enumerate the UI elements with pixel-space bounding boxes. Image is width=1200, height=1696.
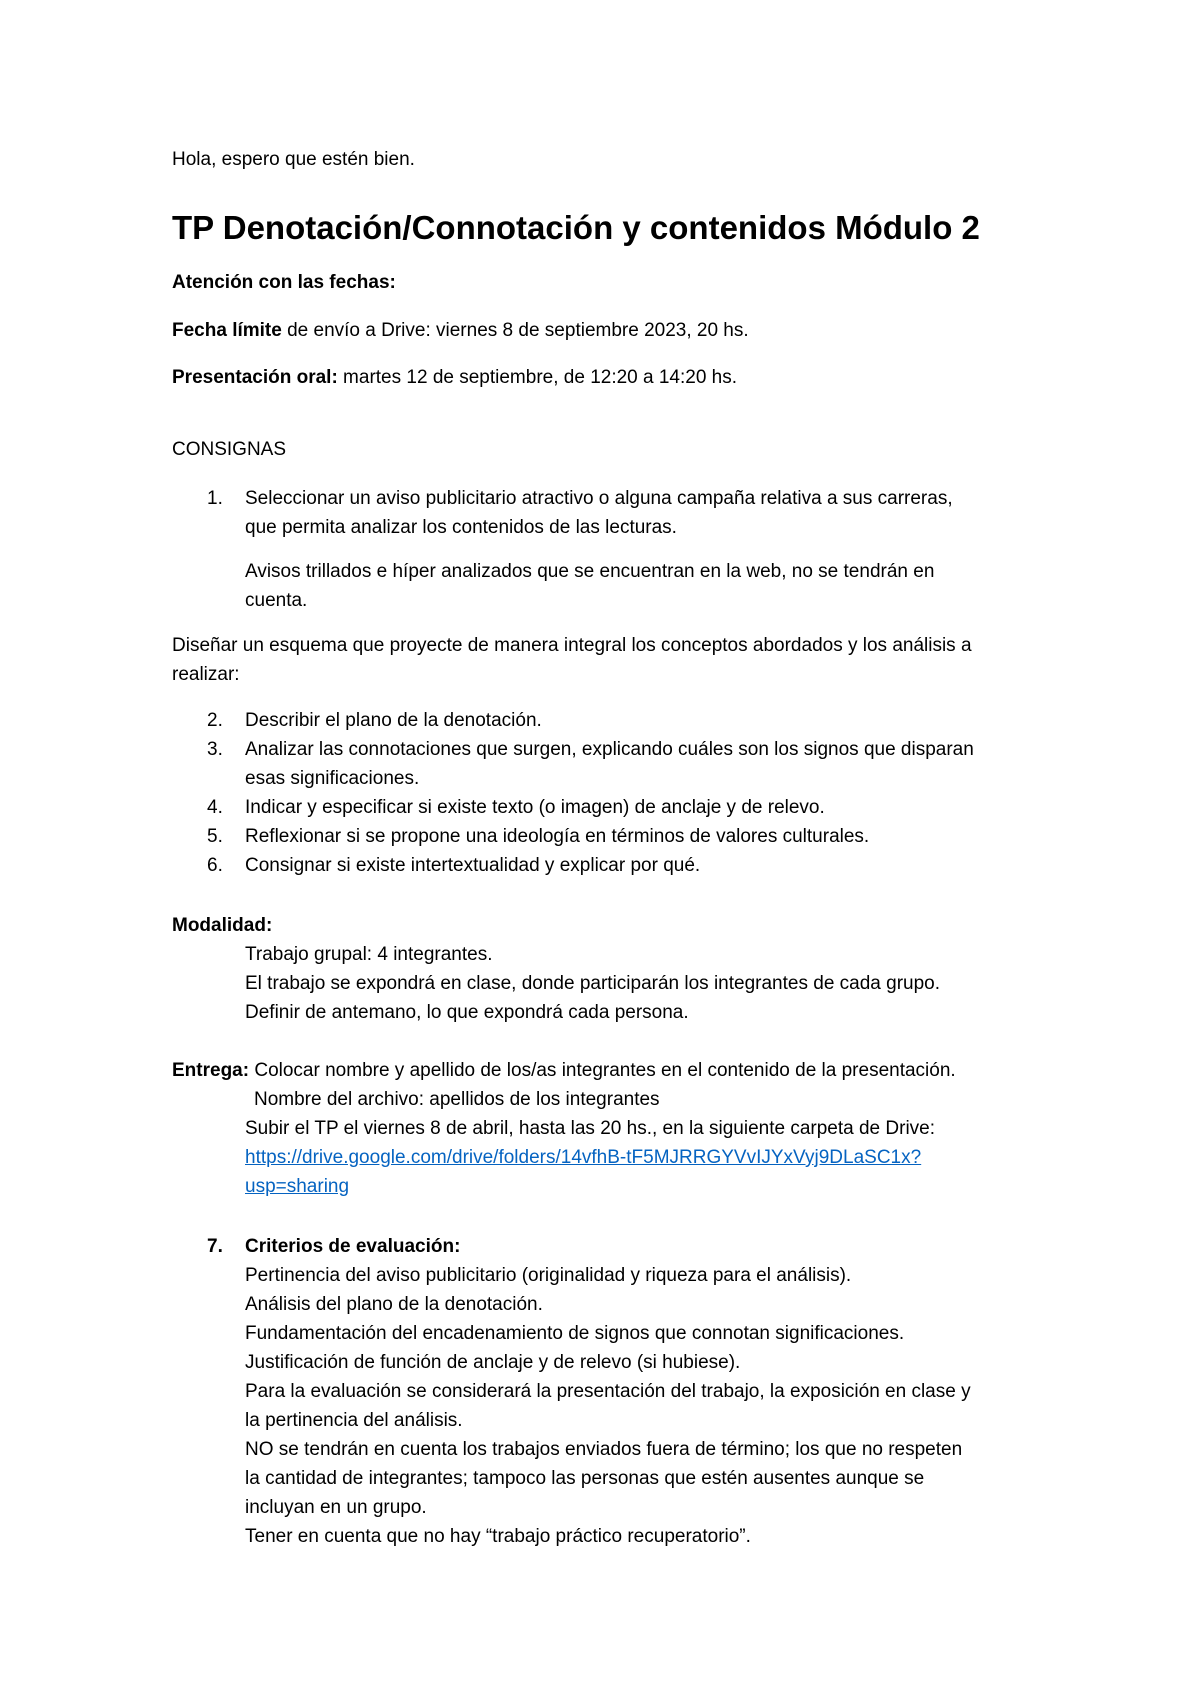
- criterio-line: Análisis del plano de la denotación.: [245, 1294, 543, 1315]
- list-item-text: Describir el plano de la denotación.: [245, 710, 542, 731]
- list-number: 7.: [207, 1236, 223, 1257]
- entrega-text: Colocar nombre y apellido de los/as integrantes en el contenido de la presentación.: [249, 1060, 956, 1081]
- oral-label: Presentación oral:: [172, 367, 338, 388]
- criterio-line: NO se tendrán en cuenta los trabajos enviados fuera de término; los que no respeten: [245, 1439, 963, 1460]
- document-title: TP Denotación/Connotación y contenidos Módulo 2: [172, 209, 980, 246]
- list-item-text: que permita analizar los contenidos de las lecturas.: [245, 517, 677, 538]
- criterio-line: Pertinencia del aviso publicitario (originalidad y riqueza para el análisis).: [245, 1265, 852, 1286]
- oral-presentation-line: [172, 363, 737, 392]
- modalidad-line: El trabajo se expondrá en clase, donde participarán los integrantes de cada grupo.: [245, 973, 941, 994]
- deadline-text: de envío a Drive: viernes 8 de septiembre 2023, 20 hs.: [281, 320, 749, 341]
- modalidad-line: Definir de antemano, lo que expondrá cada persona.: [245, 1002, 689, 1023]
- criterio-line: Tener en cuenta que no hay “trabajo práctico recuperatorio”.: [245, 1526, 751, 1547]
- list-item-text: esas significaciones.: [245, 768, 420, 789]
- entrega-line: [172, 1056, 956, 1085]
- list-number: 2.: [207, 710, 223, 731]
- list-item-text: Indicar y especificar si existe texto (o imagen) de anclaje y de relevo.: [245, 797, 825, 818]
- list-number: 4.: [207, 797, 223, 818]
- modalidad-heading: Modalidad:: [172, 915, 273, 936]
- greeting-text: Hola, espero que estén bien.: [172, 149, 415, 170]
- entrega-upload-line: Subir el TP el viernes 8 de abril, hasta las 20 hs., en la siguiente carpeta de Drive:: [245, 1118, 936, 1139]
- criterio-line: Justificación de función de anclaje y de relevo (si hubiese).: [245, 1352, 741, 1373]
- list-item-text: Analizar las connotaciones que surgen, explicando cuáles son los signos que disparan: [245, 739, 974, 760]
- consignas-heading: CONSIGNAS: [172, 439, 287, 460]
- criterio-line: Para la evaluación se considerará la presentación del trabajo, la exposición en clase y: [245, 1381, 971, 1402]
- dates-heading: Atención con las fechas:: [172, 272, 396, 293]
- list-number: 3.: [207, 739, 223, 760]
- note-text: cuenta.: [245, 590, 308, 611]
- list-number: 5.: [207, 826, 223, 847]
- entrega-filename-line: Nombre del archivo: apellidos de los integrantes: [254, 1089, 660, 1110]
- intro-text: realizar:: [172, 664, 240, 685]
- list-item-text: Consignar si existe intertextualidad y explicar por qué.: [245, 855, 701, 876]
- oral-text: martes 12 de septiembre, de 12:20 a 14:20 hs.: [337, 367, 738, 388]
- deadline-label: Fecha límite: [172, 320, 282, 341]
- list-item-text: Reflexionar si se propone una ideología en términos de valores culturales.: [245, 826, 870, 847]
- deadline-line: [172, 316, 749, 345]
- note-text: Avisos trillados e híper analizados que se encuentran en la web, no se tendrán en: [245, 561, 935, 582]
- intro-text: Diseñar un esquema que proyecte de manera integral los conceptos abordados y los análisis a: [172, 635, 972, 656]
- criterio-line: Fundamentación del encadenamiento de signos que connotan significaciones.: [245, 1323, 905, 1344]
- criterios-heading: Criterios de evaluación:: [245, 1236, 461, 1257]
- criterio-line: la pertinencia del análisis.: [245, 1410, 463, 1431]
- criterio-line: incluyan en un grupo.: [245, 1497, 427, 1518]
- criterio-line: la cantidad de integrantes; tampoco las personas que estén ausentes aunque se: [245, 1468, 925, 1489]
- drive-folder-link[interactable]: https://drive.google.com/drive/folders/14vfhB-tF5MJRRGYVvIJYxVyj9DLaSC1x?: [245, 1147, 922, 1168]
- entrega-label: Entrega:: [172, 1060, 250, 1081]
- drive-folder-link-continued[interactable]: usp=sharing: [245, 1176, 350, 1197]
- modalidad-line: Trabajo grupal: 4 integrantes.: [245, 944, 493, 965]
- list-number: 6.: [207, 855, 223, 876]
- list-number: 1.: [207, 488, 223, 509]
- list-item-text: Seleccionar un aviso publicitario atractivo o alguna campaña relativa a sus carreras,: [245, 488, 953, 509]
